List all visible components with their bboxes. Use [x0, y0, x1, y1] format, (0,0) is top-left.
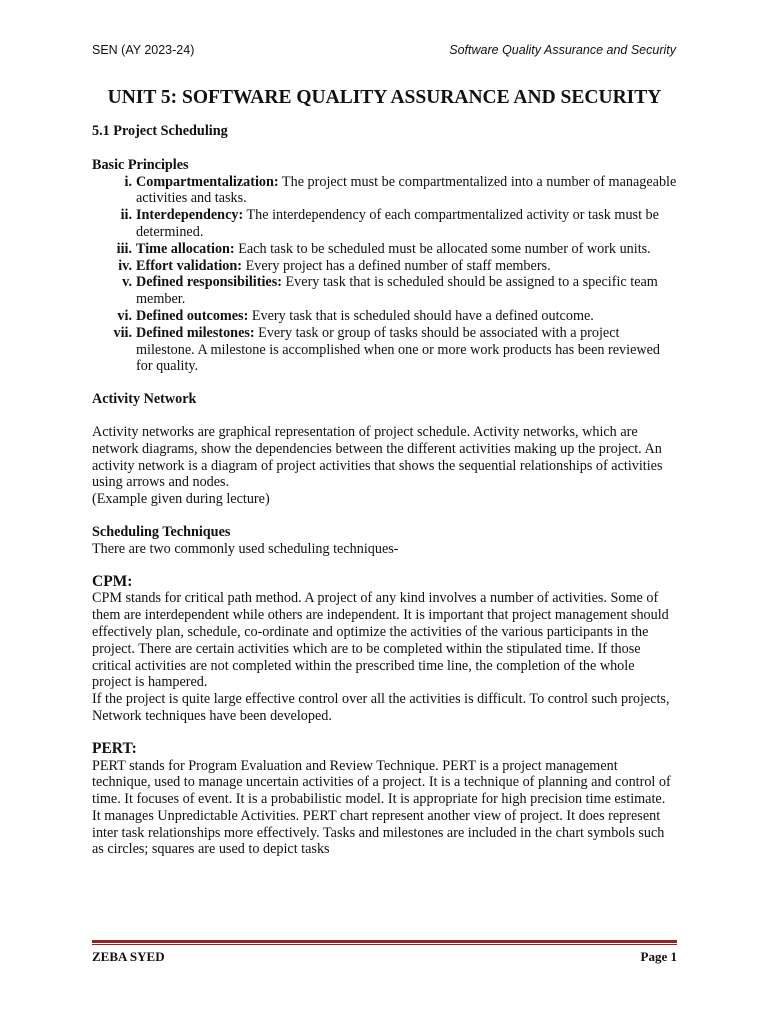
principle-description: Every task that is scheduled should be assigned to a specific team member. — [136, 274, 658, 308]
principle-description: Every task that is scheduled should have a defined outcome. — [248, 307, 594, 324]
pert-heading: PERT: — [92, 739, 137, 757]
page-number: Page 1 — [640, 949, 677, 964]
principle-text — [136, 207, 677, 241]
principle-text — [136, 308, 677, 325]
principles-list — [92, 174, 677, 376]
principle-item — [92, 325, 677, 375]
principle-number: vi. — [117, 307, 132, 324]
page-body — [92, 86, 677, 858]
principle-number: v. — [122, 274, 132, 291]
principle-number: i. — [124, 173, 132, 190]
footer-rule — [92, 940, 677, 945]
principle-term: Interdependency: — [136, 207, 244, 224]
page-title: UNIT 5: SOFTWARE QUALITY ASSURANCE AND SECURITY — [107, 87, 662, 108]
principle-term: Defined milestones: — [136, 324, 255, 341]
principle-term: Effort validation: — [136, 257, 243, 274]
principle-number: ii. — [120, 207, 132, 224]
principle-text — [136, 174, 677, 208]
principle-text — [136, 274, 677, 308]
principle-description: Each task to be scheduled must be allocated some number of work units. — [234, 240, 651, 257]
principle-term: Defined outcomes: — [136, 307, 249, 324]
page-footer — [92, 949, 677, 965]
principle-item — [92, 207, 677, 241]
principle-description: Every task or group of tasks should be associated with a project milestone. A milestone is accomplished when one or more work products has been reviewed for quality. — [136, 324, 661, 375]
header-right: Software Quality Assurance and Security — [449, 43, 676, 57]
principle-number: iv. — [118, 257, 132, 274]
principle-item — [92, 174, 677, 208]
principle-term: Defined responsibilities: — [136, 274, 282, 291]
cpm-paragraph-2: If the project is quite large effective control over all the activities is difficult. To control such projects, Network techniques have been developed. — [92, 691, 670, 724]
principle-description: The interdependency of each compartmentalized activity or task must be determined. — [136, 207, 659, 240]
principle-number: iii. — [116, 240, 132, 257]
scheduling-heading: Scheduling Techniques — [92, 523, 231, 540]
principle-text — [136, 325, 677, 375]
principle-item — [92, 241, 677, 258]
scheduling-intro: There are two commonly used scheduling techniques- — [92, 540, 399, 557]
cpm-paragraph-1: CPM stands for critical path method. A project of any kind involves a number of activities. Some of them are interdependent while others are independent. It is important that project management should effectively plan, schedule, co-ordinate and optimize the activities of the various participants in the project. There are certain activities which are to be completed within the stipulated time. If those critical activities are not completed within the prescribed time line, the completion of the whole project is hampered. — [92, 590, 669, 691]
principle-term: Time allocation: — [136, 240, 235, 257]
principle-text — [136, 258, 677, 275]
pert-paragraph: PERT stands for Program Evaluation and Review Technique. PERT is a project management technique, used to manage uncertain activities of a project. It is a technique of planning and control of time. It focuses of event. It is a probabilistic model. It is appropriate for high precision time estimate. It manages Unpredictable Activities. PERT chart represent another view of project. It does represent inter task relationships more effectively. Tasks and milestones are included in the chart symbols such as circles; squares are used to depict tasks — [92, 757, 671, 858]
principle-number: vii. — [113, 324, 132, 341]
activity-network-heading: Activity Network — [92, 391, 197, 408]
principle-description: The project must be compartmentalized into a number of manageable activities and tasks. — [136, 173, 677, 207]
footer-author: ZEBA SYED — [92, 949, 165, 964]
principle-item — [92, 258, 677, 275]
principle-term: Compartmentalization: — [136, 173, 279, 190]
page-header — [92, 43, 676, 57]
header-left: SEN (AY 2023-24) — [92, 43, 195, 57]
cpm-heading: CPM: — [92, 572, 133, 590]
activity-network-paragraph: Activity networks are graphical representation of project schedule. Activity networks, which are network diagrams, show the dependencies between the different activities making up the project. An activity network is a diagram of project activities that shows the sequential relationships of activities using arrows and nodes. — [92, 423, 663, 491]
principle-item — [92, 308, 677, 325]
principle-description: Every project has a defined number of staff members. — [242, 257, 551, 274]
principle-text — [136, 241, 677, 258]
principle-item — [92, 274, 677, 308]
activity-network-note: (Example given during lecture) — [92, 491, 270, 508]
section-heading: 5.1 Project Scheduling — [92, 123, 228, 139]
basic-principles-heading: Basic Principles — [92, 156, 189, 173]
